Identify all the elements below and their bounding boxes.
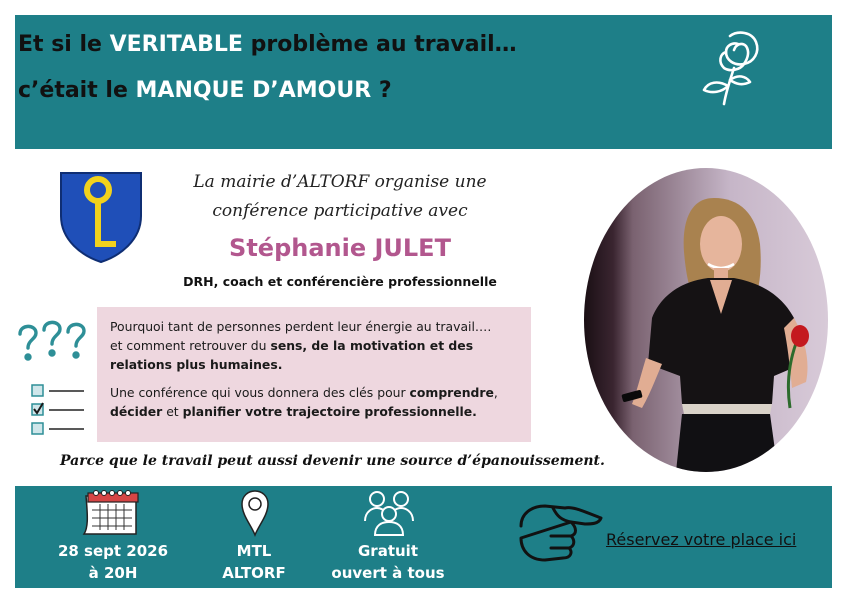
headline-line-2: c’était le MANQUE D’AMOUR ?: [18, 78, 392, 103]
event-date: 28 sept 2026 à 20H: [57, 542, 169, 582]
people-group-icon: [360, 489, 418, 537]
pointing-hand-icon: [515, 496, 603, 566]
map-pin-icon: [240, 489, 270, 537]
intro-line-1: La mairie d’ALTORF organise une: [193, 172, 487, 192]
event-price: Gratuit ouvert à tous: [331, 542, 445, 582]
reserve-link[interactable]: Réservez votre place ici: [606, 530, 797, 549]
headline-line-1: Et si le VERITABLE problème au travail…: [18, 32, 517, 57]
intro-line-2: conférence participative avec: [212, 201, 468, 221]
description-box: [97, 307, 531, 442]
speaker-role: DRH, coach et conférencière professionnelle: [183, 274, 497, 289]
description-paragraph-2: Une conférence qui vous donnera des clés pour comprendre, décider et planifier votre trajectoire professionnelle.: [110, 385, 498, 419]
rose-icon: [700, 28, 768, 108]
calendar-icon: [82, 488, 146, 538]
description-paragraph-1: Pourquoi tant de personnes perdent leur énergie au travail…. et comment retrouver du sens, de la motivation et des relations plus humaines.: [110, 319, 492, 372]
speaker-name: Stéphanie JULET: [229, 234, 451, 262]
checklist-icon: [30, 382, 86, 438]
tagline: Parce que le travail peut aussi devenir une source d’épanouissement.: [60, 453, 605, 469]
question-marks-icon: [16, 318, 90, 364]
event-place: MTL ALTORF: [222, 542, 286, 582]
coat-of-arms-icon: [58, 170, 144, 264]
speaker-photo: [584, 168, 828, 472]
